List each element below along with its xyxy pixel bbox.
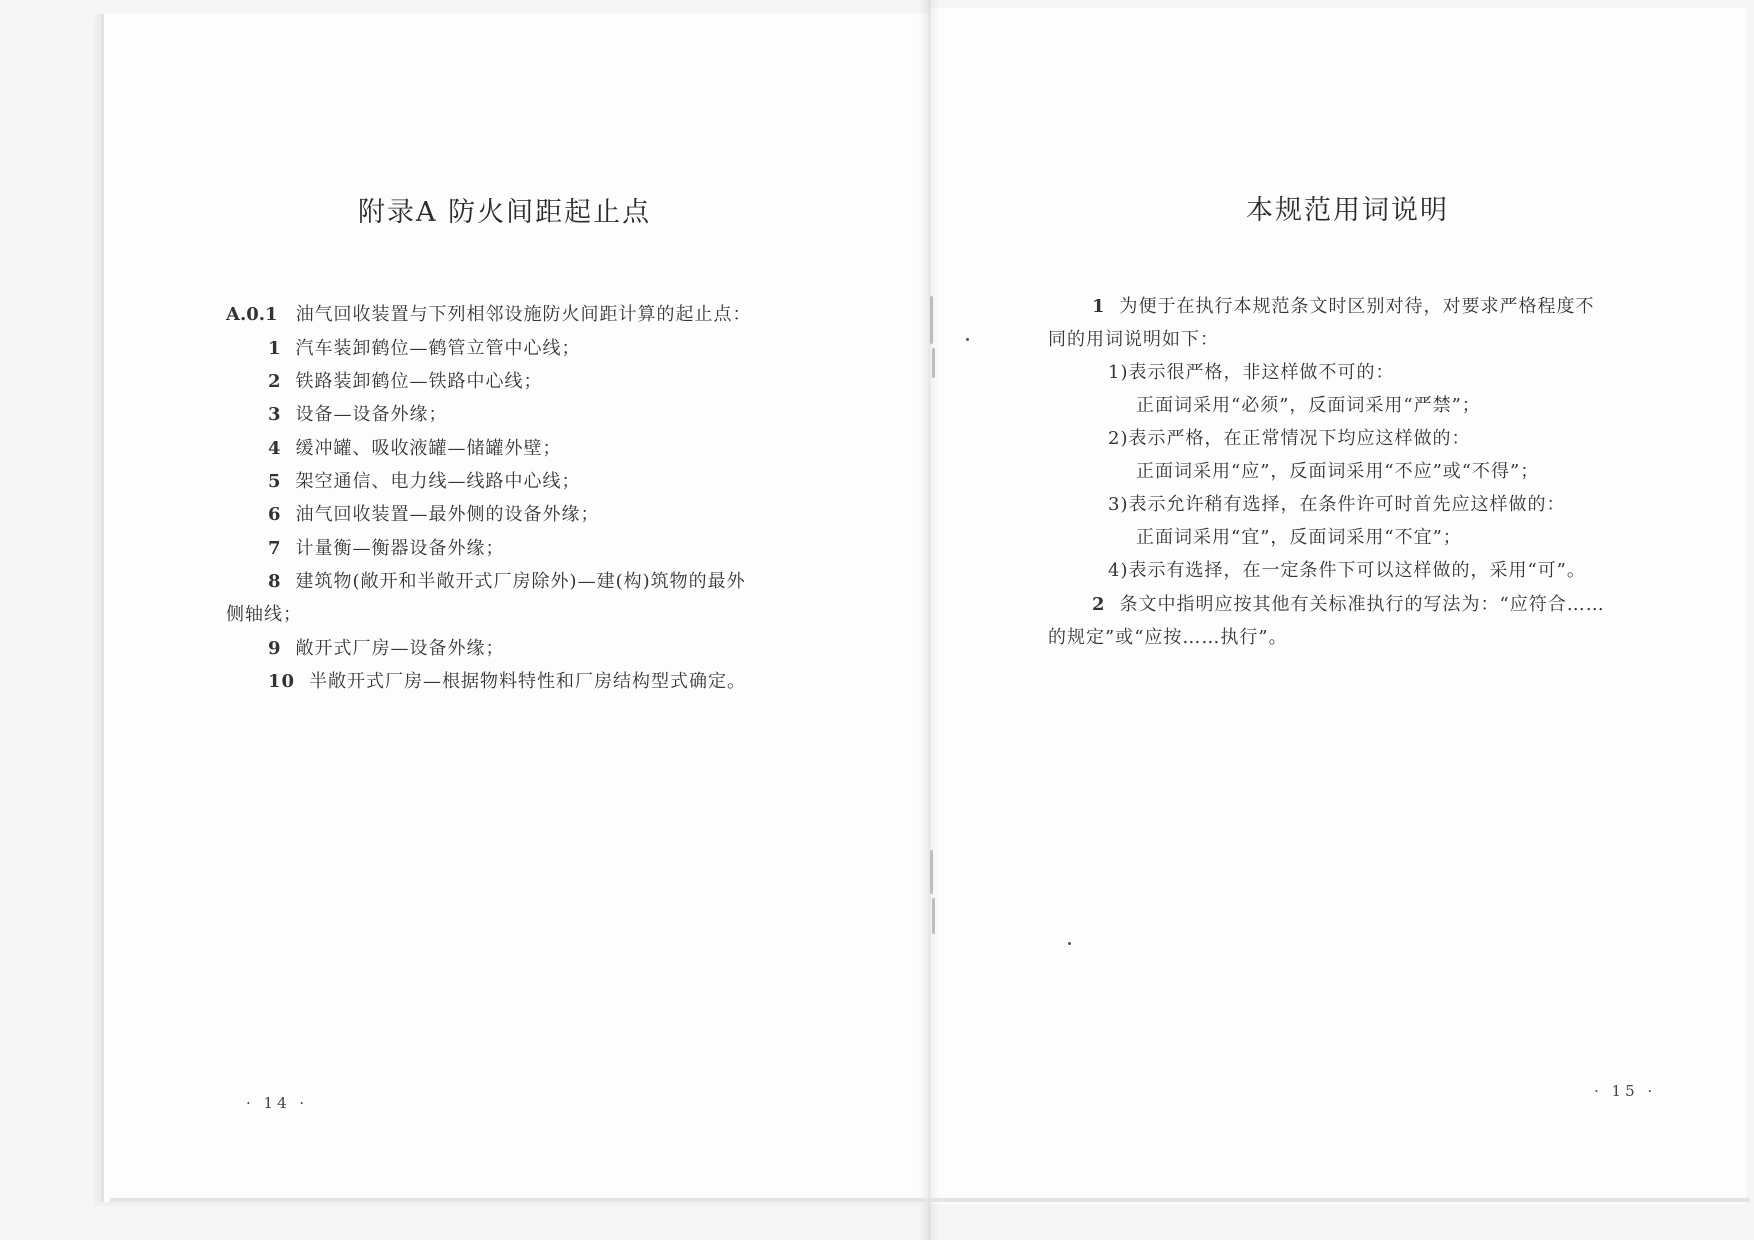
usage-title: 本规范用词说明 bbox=[1246, 195, 1449, 226]
usage-item bbox=[1092, 292, 1595, 318]
list-item bbox=[268, 667, 746, 693]
item-number: 1 bbox=[268, 338, 282, 359]
item-number: 9 bbox=[268, 638, 282, 659]
item-text: 计量衡—衡器设备外缘； bbox=[295, 538, 505, 559]
item-text: 条文中指明应按其他有关标准执行的写法为：“应符合…… bbox=[1119, 594, 1605, 615]
list-item bbox=[268, 367, 543, 393]
sub-item-detail: 正面词采用“应”，反面词采用“不应”或“不得”； bbox=[1136, 461, 1540, 482]
item-text: 为便于在执行本规范条文时区别对待，对要求严格程度不 bbox=[1119, 296, 1595, 317]
item-number: 7 bbox=[268, 538, 282, 559]
item-text: 缓冲罐、吸收液罐—储罐外壁； bbox=[295, 438, 562, 459]
staple-mark bbox=[932, 348, 935, 378]
list-item bbox=[268, 467, 581, 493]
item-text: 汽车装卸鹤位—鹤管立管中心线； bbox=[295, 338, 581, 359]
appendix-title: 附录A 防火间距起止点 bbox=[358, 197, 652, 228]
item-number: 1 bbox=[1092, 296, 1106, 317]
usage-item-continuation bbox=[1048, 325, 1219, 351]
item-text: 铁路装卸鹤位—铁路中心线； bbox=[295, 371, 543, 392]
clause-number: A.0.1 bbox=[226, 304, 278, 325]
usage-item-continuation bbox=[1048, 623, 1288, 649]
item-text: 建筑物(敞开和半敞开式厂房除外)—建(构)筑物的最外 bbox=[295, 571, 746, 592]
item-number: 10 bbox=[268, 671, 296, 692]
sub-item-label: 4)表示有选择，在一定条件下可以这样做的，采用“可”。 bbox=[1108, 560, 1586, 581]
staple-mark bbox=[930, 296, 933, 344]
list-item bbox=[268, 534, 505, 560]
clause-text: 油气回收装置与下列相邻设施防火间距计算的起止点： bbox=[295, 304, 752, 325]
item-number: 8 bbox=[268, 571, 282, 592]
scan-speck bbox=[1068, 942, 1071, 945]
item-text: 同的用词说明如下： bbox=[1048, 329, 1219, 350]
item-text: 设备—设备外缘； bbox=[295, 404, 448, 425]
list-item bbox=[268, 500, 600, 526]
list-item bbox=[268, 434, 562, 460]
item-text: 半敞开式厂房—根据物料特性和厂房结构型式确定。 bbox=[309, 671, 747, 692]
staple-mark bbox=[932, 898, 935, 934]
clause-line bbox=[226, 300, 752, 326]
page-number-left: · 14 · bbox=[246, 1094, 309, 1112]
item-number: 2 bbox=[1092, 594, 1106, 615]
list-item-continuation bbox=[226, 600, 302, 626]
page-bottom-edge bbox=[110, 1198, 1750, 1202]
item-text: 敞开式厂房—设备外缘； bbox=[295, 638, 505, 659]
sub-item-label: 2)表示严格，在正常情况下均应这样做的： bbox=[1108, 428, 1471, 449]
item-text: 的规定”或“应按……执行”。 bbox=[1048, 627, 1288, 648]
item-number: 5 bbox=[268, 471, 282, 492]
item-text: 架空通信、电力线—线路中心线； bbox=[295, 471, 581, 492]
sub-item-label: 3)表示允许稍有选择，在条件许可时首先应这样做的： bbox=[1108, 494, 1566, 515]
list-item bbox=[268, 634, 505, 660]
sub-item-detail: 正面词采用“必须”，反面词采用“严禁”； bbox=[1136, 395, 1481, 416]
item-number: 4 bbox=[268, 438, 282, 459]
list-item bbox=[268, 400, 448, 426]
item-number: 6 bbox=[268, 504, 282, 525]
sub-item-label: 1)表示很严格，非这样做不可的： bbox=[1108, 362, 1395, 383]
item-number: 3 bbox=[268, 404, 282, 425]
sub-item-detail: 正面词采用“宜”，反面词采用“不宜”； bbox=[1136, 527, 1462, 548]
usage-item bbox=[1092, 590, 1605, 616]
page-number-right: · 15 · bbox=[1594, 1082, 1657, 1100]
scan-speck bbox=[966, 338, 969, 341]
book-gutter bbox=[918, 0, 940, 1240]
item-number: 2 bbox=[268, 371, 282, 392]
list-item bbox=[268, 334, 581, 360]
item-text: 侧轴线； bbox=[226, 604, 302, 625]
item-text: 油气回收装置—最外侧的设备外缘； bbox=[295, 504, 600, 525]
list-item bbox=[268, 567, 746, 593]
staple-mark bbox=[930, 850, 933, 894]
